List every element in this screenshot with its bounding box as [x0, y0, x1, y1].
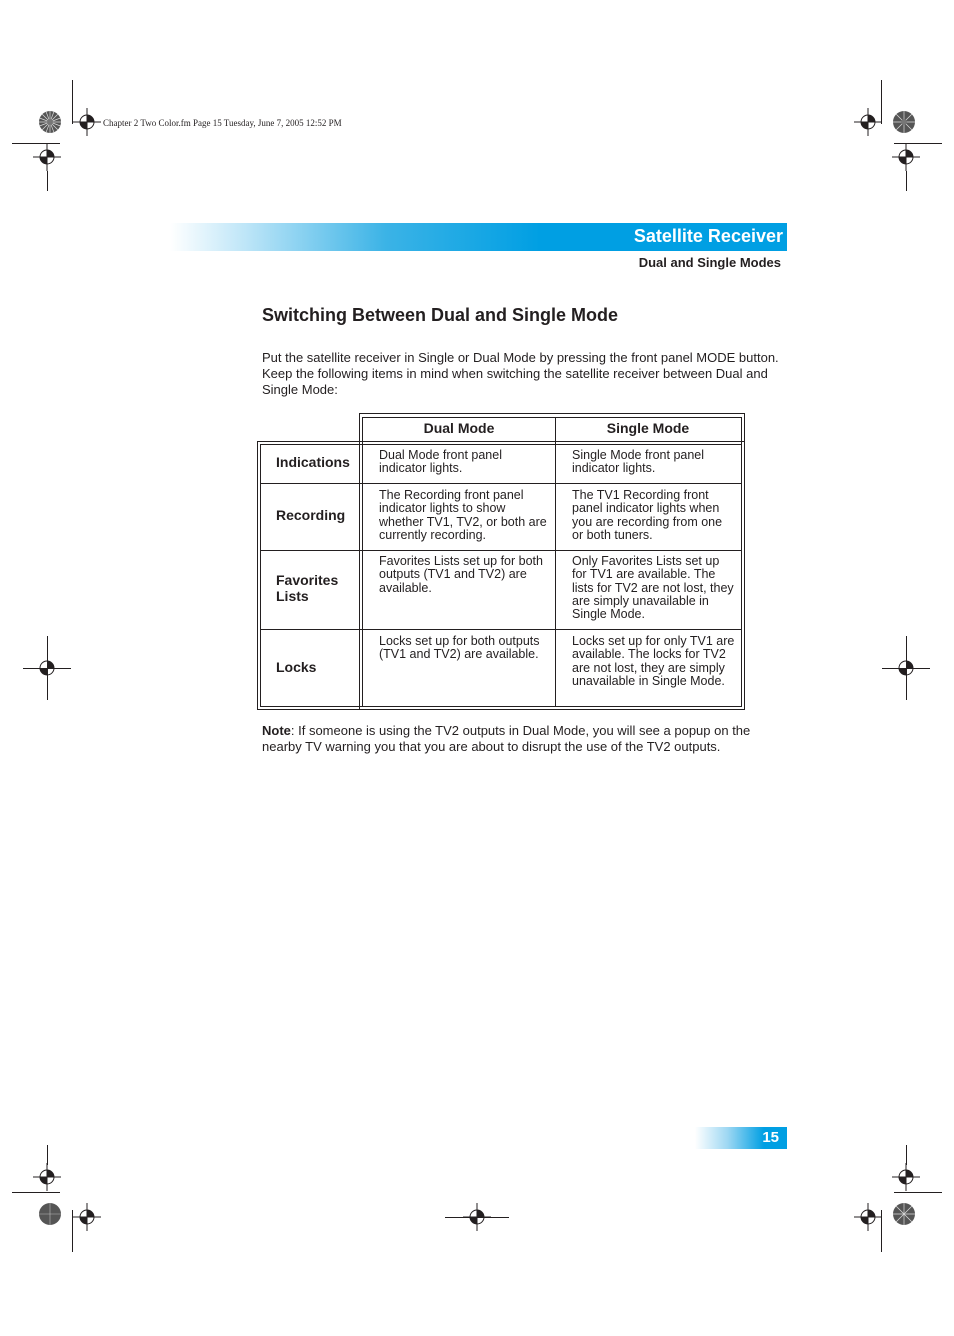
- registration-mark-icon: [854, 108, 882, 136]
- page-title: Switching Between Dual and Single Mode: [262, 305, 619, 325]
- registration-mark-icon: [892, 654, 920, 682]
- crop-mark: [906, 171, 907, 191]
- registration-mark-icon: [892, 1163, 920, 1191]
- cell-favorites-dual: Favorites Lists set up for both outputs (TV1 and TV2) are available.: [379, 554, 543, 595]
- page-number-tab: [695, 1127, 787, 1149]
- crop-mark: [12, 1192, 60, 1193]
- column-header-single: Single Mode: [606, 420, 690, 436]
- registration-mark-icon: [73, 1203, 101, 1231]
- registration-mark-icon: [33, 1163, 61, 1191]
- crop-mark: [881, 1210, 882, 1252]
- section-subheading: Dual and Single Modes: [638, 255, 781, 270]
- print-slug: Chapter 2 Two Color.fm Page 15 Tuesday, June 7, 2005 12:52 PM: [103, 118, 342, 128]
- chapter-title: Satellite Receiver: [633, 226, 783, 246]
- color-bar-burst-icon: [892, 1202, 916, 1226]
- column-divider: [555, 417, 556, 706]
- row-label-favorites-lists: Favorites Lists: [276, 572, 339, 604]
- note-paragraph: [262, 723, 782, 755]
- chapter-header-bar: [170, 223, 787, 251]
- crop-mark: [47, 171, 48, 191]
- row-label-recording: Recording: [276, 507, 346, 523]
- cell-locks-single: Locks set up for only TV1 are available. The locks for TV2 are not lost, they are simply unavailable in Single Mode.: [572, 634, 735, 688]
- row-label-locks: Locks: [276, 659, 317, 675]
- cell-favorites-single: Only Favorites Lists set up for TV1 are available. The lists for TV2 are not lost, they are simply unavailable in Single Mode.: [572, 554, 734, 622]
- crop-mark: [894, 1192, 942, 1193]
- registration-mark-icon: [33, 654, 61, 682]
- crop-mark: [445, 1217, 509, 1218]
- crop-mark: [72, 80, 73, 124]
- intro-paragraph: Put the satellite receiver in Single or Dual Mode by pressing the front panel MODE button. Keep the following items in mind when switching the satellite receiver between Dual and Single Mode:: [262, 350, 779, 397]
- registration-mark-icon: [33, 143, 61, 171]
- row-label-indications: Indications: [276, 454, 350, 470]
- note-label: Note: [262, 723, 291, 738]
- row-divider: [260, 550, 741, 551]
- registration-mark-icon: [73, 108, 101, 136]
- color-bar-burst-icon: [38, 1202, 62, 1226]
- registration-mark-icon: [892, 143, 920, 171]
- registration-mark-icon: [854, 1203, 882, 1231]
- color-bar-burst-icon: [892, 110, 916, 134]
- row-divider: [260, 629, 741, 630]
- cell-recording-single: The TV1 Recording front panel indicator lights when you are recording from one or both tuners.: [572, 488, 723, 542]
- cell-recording-dual: The Recording front panel indicator lights to show whether TV1, TV2, or both are currently recording.: [379, 488, 547, 542]
- cell-indications-dual: Dual Mode front panel indicator lights.: [379, 448, 502, 476]
- column-header-dual: Dual Mode: [423, 420, 495, 436]
- crop-mark: [47, 1145, 48, 1165]
- cell-indications-single: Single Mode front panel indicator lights.: [572, 448, 705, 476]
- crop-mark: [881, 80, 882, 124]
- color-bar-burst-icon: [38, 110, 62, 134]
- cell-locks-dual: Locks set up for both outputs (TV1 and TV2) are available.: [379, 634, 540, 662]
- note-text: : If someone is using the TV2 outputs in Dual Mode, you will see a popup on the nearby TV warning you that you are about to disrupt the use of the TV2 outputs.: [262, 723, 751, 754]
- page-number: 15: [762, 1129, 779, 1146]
- row-divider: [260, 483, 741, 484]
- crop-mark: [72, 1210, 73, 1252]
- crop-mark: [906, 1145, 907, 1165]
